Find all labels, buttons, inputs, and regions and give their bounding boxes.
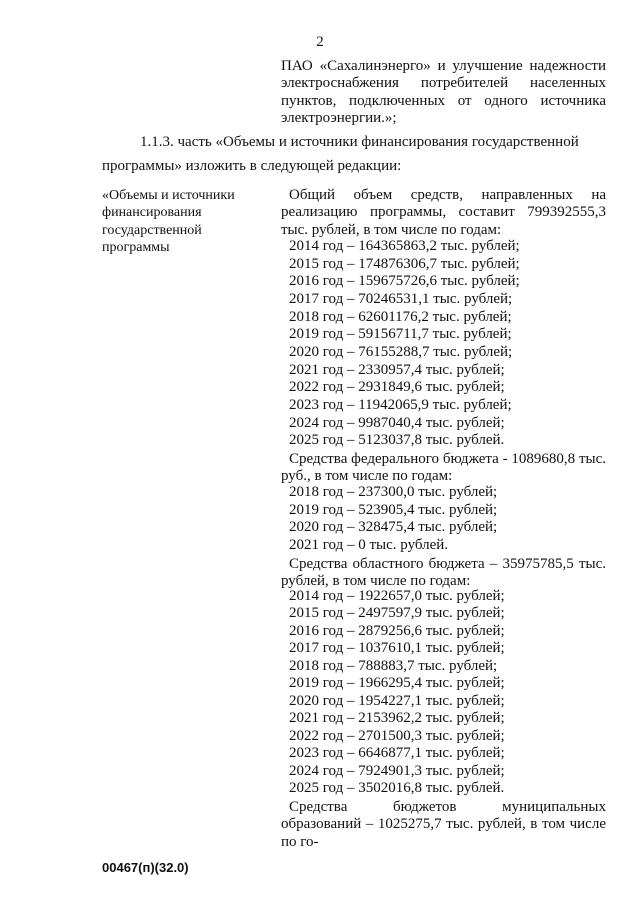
total-year-item: 2018 год – 62601176,2 тыс. рублей; <box>289 308 512 325</box>
total-year-item: 2024 год – 9987040,4 тыс. рублей; <box>289 414 505 431</box>
total-year-item: 2015 год – 174876306,7 тыс. рублей; <box>289 255 520 272</box>
regional-year-item: 2019 год – 1966295,4 тыс. рублей; <box>289 675 505 692</box>
regional-year-item: 2017 год – 1037610,1 тыс. рублей; <box>289 640 505 657</box>
intro-paragraph: ПАО «Сахалинэнерго» и улучшение надежности электроснабжения потребителей населенных пунктов, подключенных от одного источника электроэнергии.»; <box>281 58 606 127</box>
total-year-item: 2025 год – 5123037,8 тыс. рублей. <box>289 432 505 449</box>
municipal-intro: Средства бюджетов муниципальных образований – 1025275,7 тыс. рублей, в том числе по го- <box>281 799 606 850</box>
regional-year-item: 2016 год – 2879256,6 тыс. рублей; <box>289 622 505 639</box>
total-year-item: 2014 год – 164365863,2 тыс. рублей; <box>289 238 520 254</box>
regional-year-item: 2022 год – 2701500,3 тыс. рублей; <box>289 727 505 744</box>
regional-year-item: 2025 год – 3502016,8 тыс. рублей. <box>289 779 505 796</box>
federal-year-item: 2018 год – 237300,0 тыс. рублей; <box>289 484 498 500</box>
regional-year-item: 2024 год – 7924901,3 тыс. рублей; <box>289 762 505 779</box>
regional-year-item: 2021 год – 2153962,2 тыс. рублей; <box>289 710 505 727</box>
clause-line-1: 1.1.3. часть «Объемы и источники финансирования государственной <box>140 134 579 150</box>
total-year-item: 2016 год – 159675726,6 тыс. рублей; <box>289 273 520 290</box>
regional-year-item: 2014 год – 1922657,0 тыс. рублей; <box>289 588 505 604</box>
total-intro: Общий объем средств, направленных на реализацию программы, составит 799392555,3 тыс. рублей, в том числе по годам: <box>281 187 606 238</box>
footer-code: 00467(п)(32.0) <box>102 860 189 875</box>
regional-year-item: 2015 год – 2497597,9 тыс. рублей; <box>289 605 505 622</box>
total-year-item: 2017 год – 70246531,1 тыс. рублей; <box>289 290 513 307</box>
total-year-item: 2023 год – 11942065,9 тыс. рублей; <box>289 396 512 413</box>
total-year-item: 2020 год – 76155288,7 тыс. рублей; <box>289 343 513 360</box>
regional-year-item: 2023 год – 6646877,1 тыс. рублей; <box>289 745 505 762</box>
total-year-item: 2021 год – 2330957,4 тыс. рублей; <box>289 361 505 378</box>
regional-year-item: 2018 год – 788883,7 тыс. рублей; <box>289 657 498 674</box>
page-number: 2 <box>316 34 324 50</box>
clause-line-2: программы» изложить в следующей редакции: <box>102 158 402 175</box>
clause-heading <box>102 134 607 176</box>
regional-year-item: 2020 год – 1954227,1 тыс. рублей; <box>289 692 505 709</box>
federal-intro: Средства федерального бюджета - 1089680,8 тыс. руб., в том числе по годам: <box>281 451 606 485</box>
total-year-item: 2019 год – 59156711,7 тыс. рублей; <box>289 326 512 343</box>
federal-year-item: 2019 год – 523905,4 тыс. рублей; <box>289 501 498 518</box>
federal-year-item: 2021 год – 0 тыс. рублей. <box>289 536 449 553</box>
regional-intro: Средства областного бюджета – 35975785,5 тыс. рублей, в том числе по годам: <box>281 556 606 590</box>
federal-year-item: 2020 год – 328475,4 тыс. рублей; <box>289 519 498 535</box>
total-year-item: 2022 год – 2931849,6 тыс. рублей; <box>289 379 505 396</box>
table-left-cell: «Объемы и источники финансирования государственной программы <box>102 188 235 256</box>
